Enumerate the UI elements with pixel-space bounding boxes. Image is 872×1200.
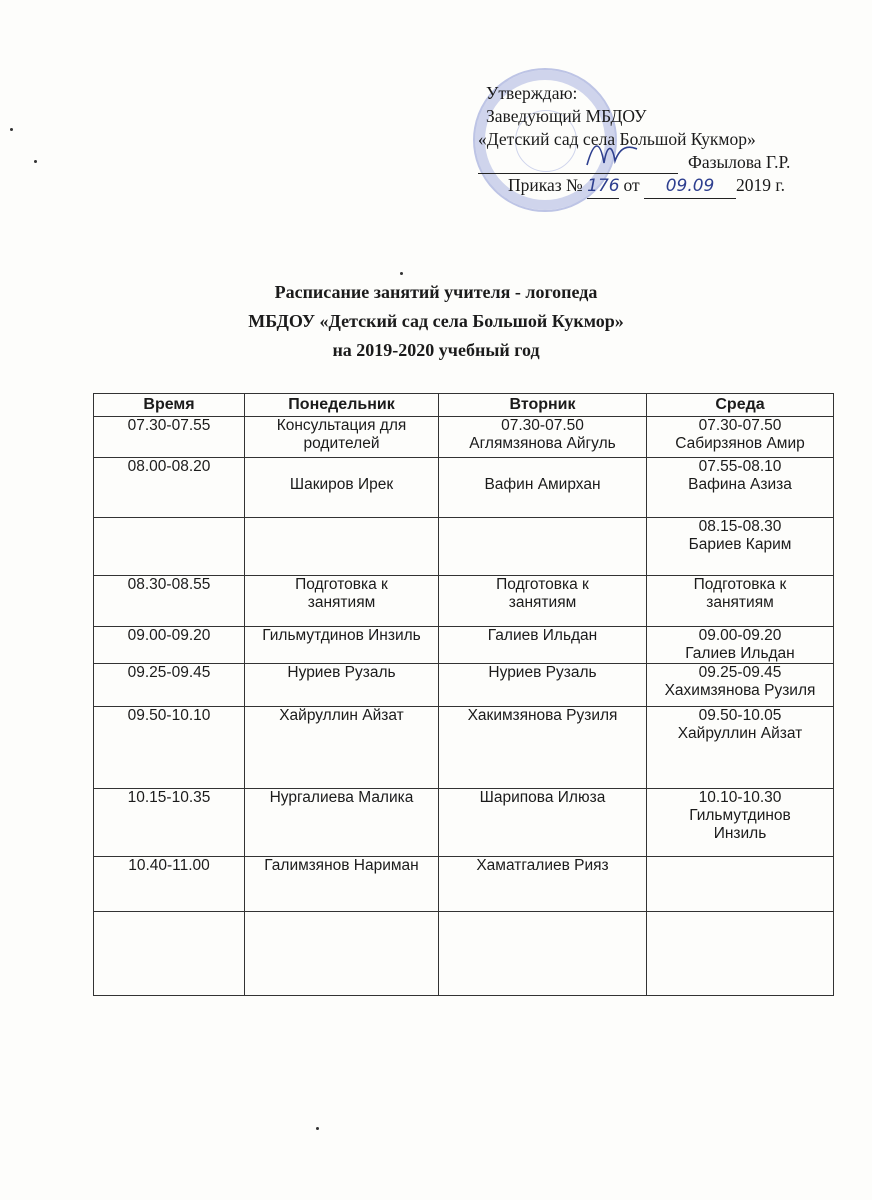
order-date: 09.09 [644, 175, 736, 199]
cell-wednesday: 07.55-08.10 Вафина Азиза [647, 458, 834, 518]
approval-signer: Фазылова Г.Р. [688, 152, 791, 172]
cell-wednesday: 10.10-10.30 Гильмутдинов Инзиль [647, 789, 834, 857]
table-row [94, 576, 834, 627]
schedule-table [93, 393, 834, 996]
cell-time [94, 518, 245, 576]
cell-monday: Галимзянов Нариман [245, 857, 439, 912]
cell-monday: Нургалиева Малика [245, 789, 439, 857]
cell-monday: Шакиров Ирек [245, 458, 439, 518]
cell-time: 09.25-09.45 [94, 664, 245, 707]
order-number: 176 [587, 175, 619, 199]
cell-tuesday [439, 518, 647, 576]
scan-speck [10, 128, 13, 131]
table-row [94, 627, 834, 664]
cell-tuesday: Подготовка к занятиям [439, 576, 647, 627]
cell-wednesday: 09.00-09.20 Галиев Ильдан [647, 627, 834, 664]
cell-tuesday: Хакимзянова Рузиля [439, 707, 647, 789]
title-line-1: Расписание занятий учителя - логопеда [274, 282, 598, 302]
cell-wednesday [647, 857, 834, 912]
header-monday: Понедельник [245, 394, 439, 417]
document-title [0, 278, 872, 365]
approval-signature-line [478, 151, 838, 174]
table-row [94, 857, 834, 912]
cell-tuesday: 07.30-07.50 Аглямзянова Айгуль [439, 417, 647, 458]
order-prefix: Приказ № [508, 175, 583, 195]
header-wednesday: Среда [647, 394, 834, 417]
cell-monday [245, 518, 439, 576]
cell-time [94, 912, 245, 996]
cell-time: 09.50-10.10 [94, 707, 245, 789]
scan-speck [316, 1127, 319, 1130]
cell-time: 09.00-09.20 [94, 627, 245, 664]
cell-time: 07.30-07.55 [94, 417, 245, 458]
cell-time: 08.00-08.20 [94, 458, 245, 518]
order-from: от [623, 175, 640, 195]
cell-time: 08.30-08.55 [94, 576, 245, 627]
cell-tuesday: Хаматгалиев Рияз [439, 857, 647, 912]
approval-order [478, 174, 838, 199]
cell-wednesday: 07.30-07.50 Сабирзянов Амир [647, 417, 834, 458]
cell-time: 10.15-10.35 [94, 789, 245, 857]
table-row [94, 789, 834, 857]
cell-monday: Гильмутдинов Инзиль [245, 627, 439, 664]
table-row [94, 458, 834, 518]
approval-position: Заведующий МБДОУ [486, 106, 647, 126]
scan-speck [34, 160, 37, 163]
cell-wednesday: 09.25-09.45 Хахимзянова Рузиля [647, 664, 834, 707]
cell-monday: Нуриев Рузаль [245, 664, 439, 707]
cell-tuesday [439, 912, 647, 996]
table-row [94, 664, 834, 707]
cell-wednesday [647, 912, 834, 996]
cell-wednesday: 09.50-10.05 Хайруллин Айзат [647, 707, 834, 789]
cell-tuesday: Шарипова Илюза [439, 789, 647, 857]
cell-wednesday: 08.15-08.30 Бариев Карим [647, 518, 834, 576]
approval-heading: Утверждаю: [486, 83, 578, 103]
schedule-body [94, 417, 834, 996]
scan-speck [400, 272, 403, 275]
cell-wednesday: Подготовка к занятиям [647, 576, 834, 627]
header-time: Время [94, 394, 245, 417]
approval-block [478, 82, 838, 199]
cell-monday: Подготовка к занятиям [245, 576, 439, 627]
approval-organization: «Детский сад села Большой Кукмор» [478, 129, 756, 149]
cell-monday: Консультация для родителей [245, 417, 439, 458]
table-row [94, 707, 834, 789]
cell-tuesday: Галиев Ильдан [439, 627, 647, 664]
table-row [94, 912, 834, 996]
table-header-row [94, 394, 834, 417]
header-tuesday: Вторник [439, 394, 647, 417]
title-line-2: МБДОУ «Детский сад села Большой Кукмор» [248, 311, 624, 331]
cell-monday: Хайруллин Айзат [245, 707, 439, 789]
cell-tuesday: Вафин Амирхан [439, 458, 647, 518]
table-row [94, 417, 834, 458]
cell-time: 10.40-11.00 [94, 857, 245, 912]
cell-tuesday: Нуриев Рузаль [439, 664, 647, 707]
table-row [94, 518, 834, 576]
cell-monday [245, 912, 439, 996]
order-year: 2019 г. [736, 175, 786, 195]
title-line-3: на 2019-2020 учебный год [332, 340, 540, 360]
